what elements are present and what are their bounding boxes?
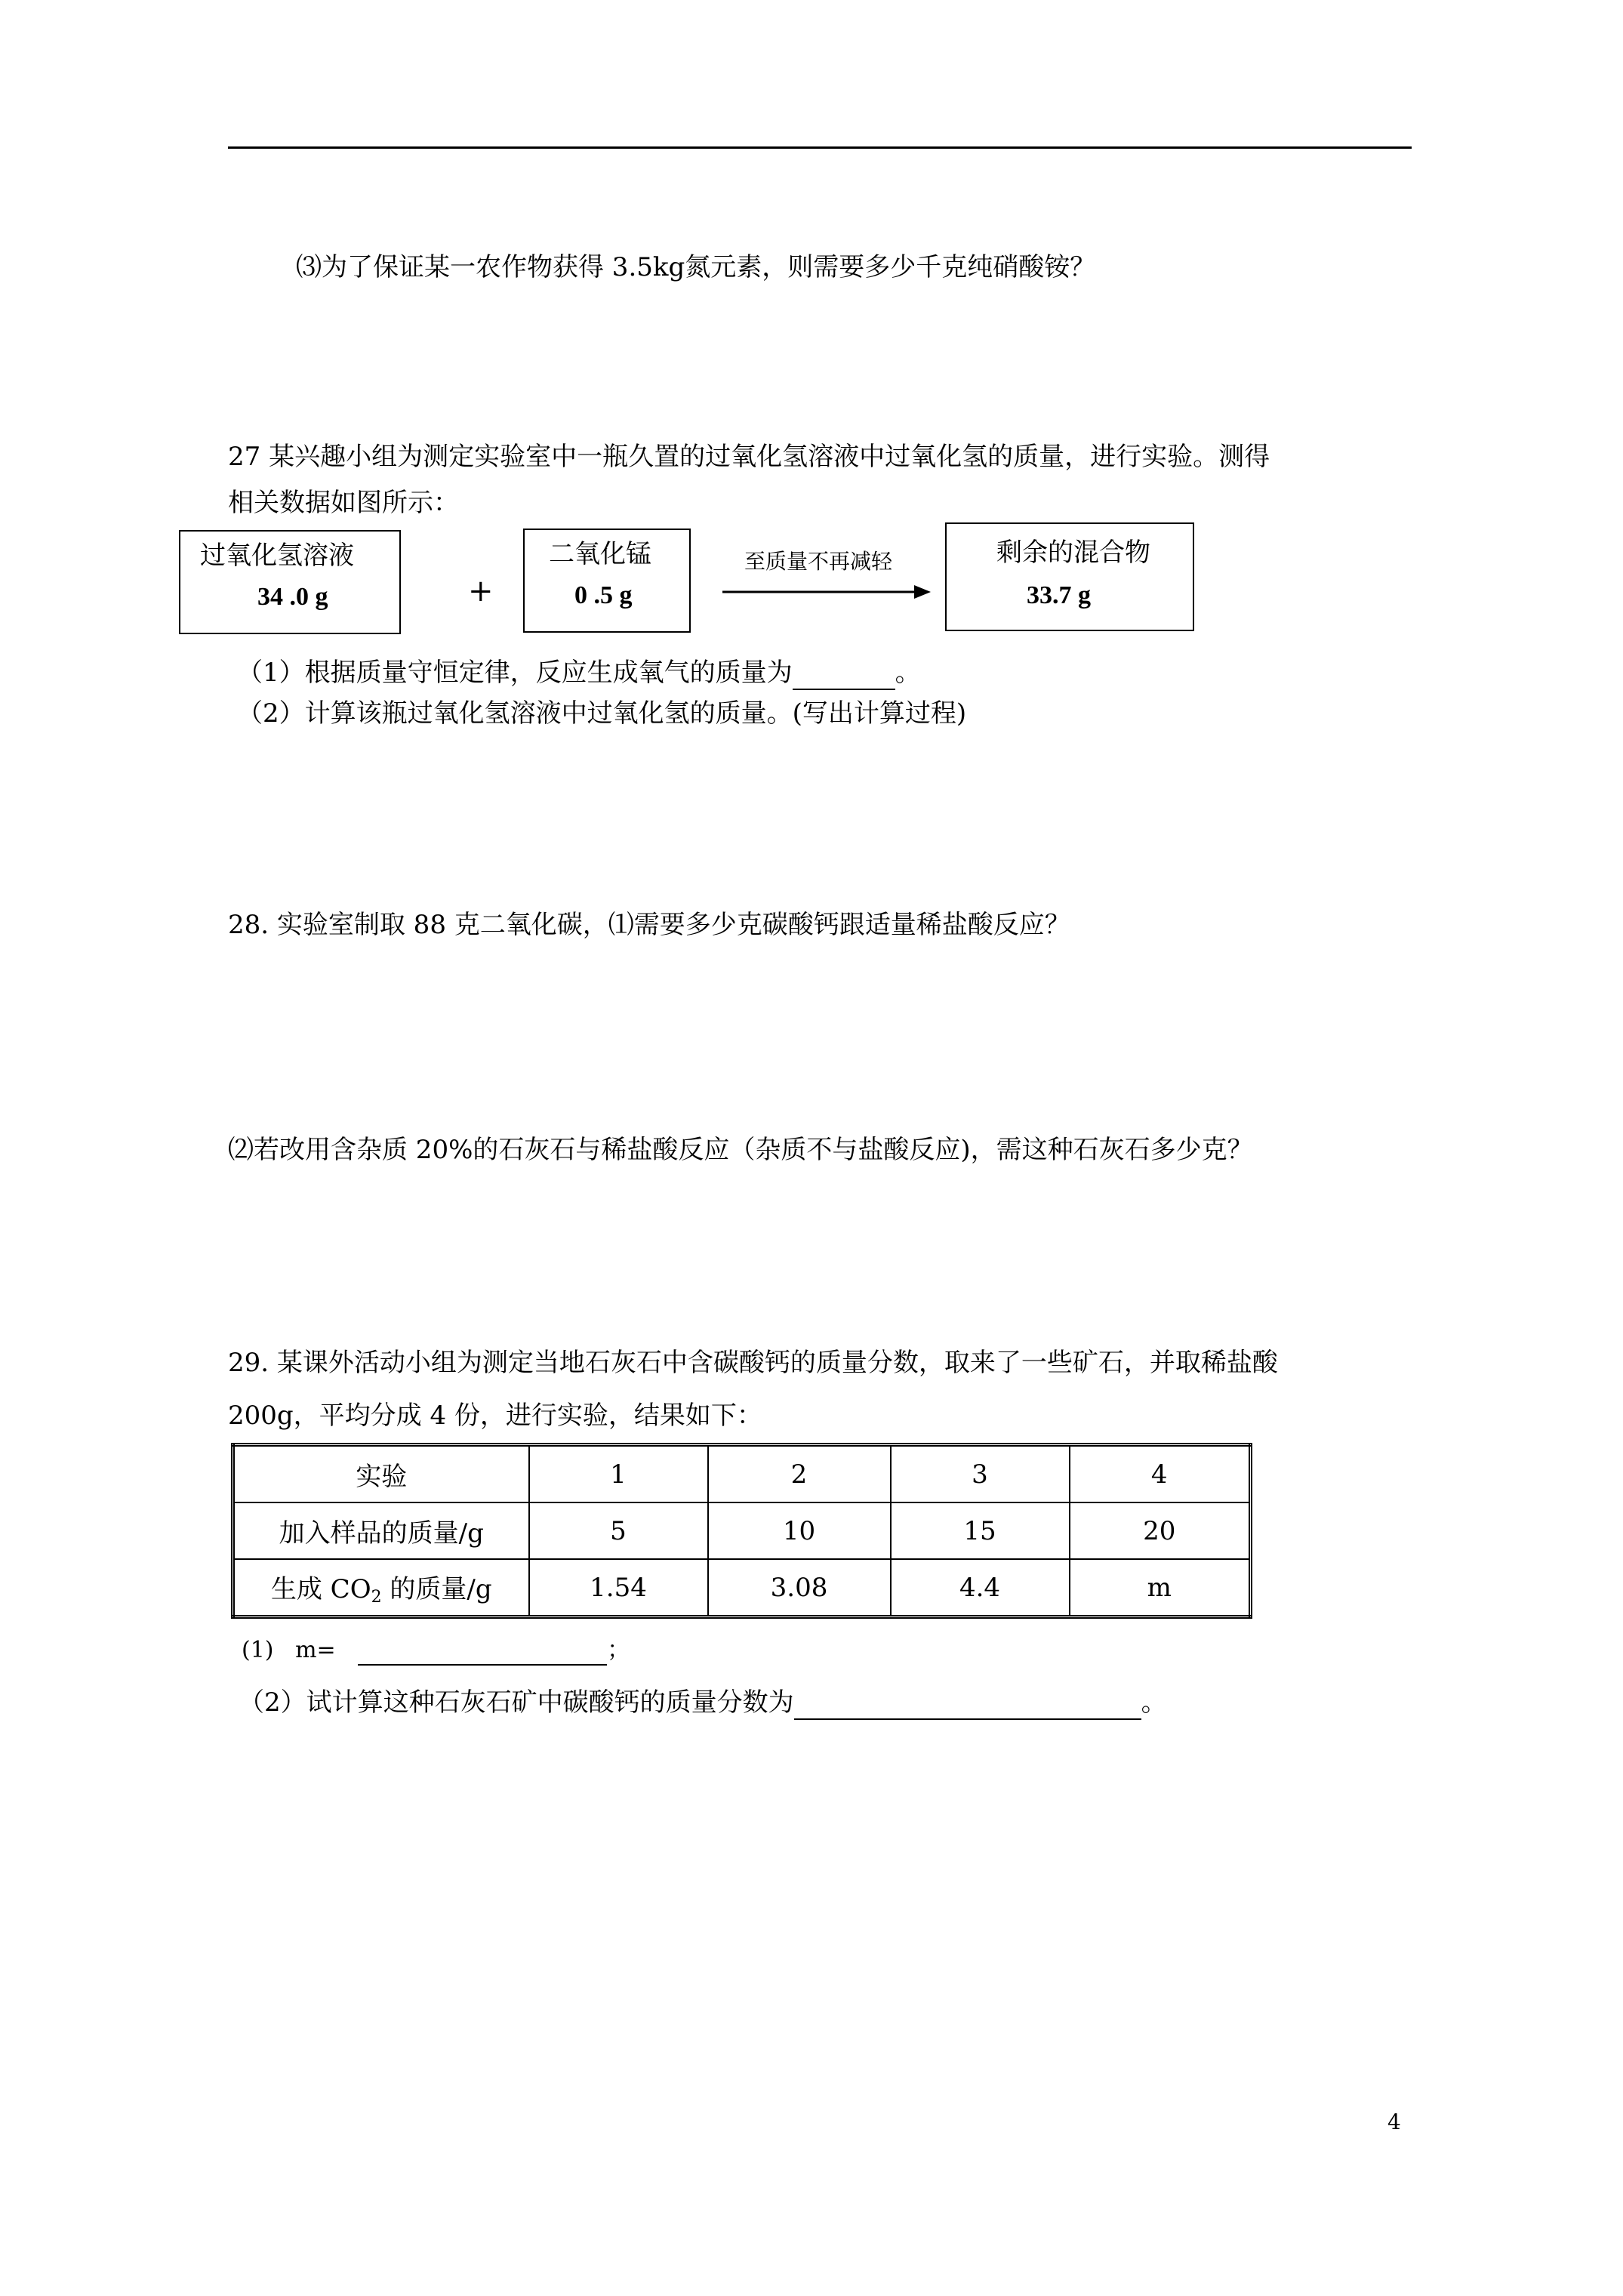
q27-intro-line2: 相关数据如图所示： <box>228 488 459 518</box>
q27-sub1-answer-blank[interactable] <box>793 658 895 690</box>
table-cell: 2 <box>708 1445 891 1503</box>
table-cell: 4 <box>1070 1445 1251 1503</box>
box-remaining-mixture <box>945 522 1194 631</box>
q29-sub2 <box>239 1687 1167 1720</box>
q27-sub1-text: （1）根据质量守恒定律，反应生成氧气的质量为 <box>237 658 793 688</box>
row-header-sample-mass: 加入样品的质量/g <box>233 1502 529 1559</box>
co2-prefix: 生成 CO <box>270 1574 371 1604</box>
co2-subscript: 2 <box>371 1588 382 1607</box>
box2-mass: 0 .5 g <box>574 581 633 609</box>
q29-sub1 <box>242 1637 630 1666</box>
arrow-label: 至质量不再减轻 <box>744 549 893 574</box>
q28-line2: ⑵若改用含杂质 20%的石灰石与稀盐酸反应（杂质不与盐酸反应)，需这种石灰石多少克？ <box>228 1135 1253 1165</box>
q28-line1: 28. 实验室制取 88 克二氧化碳，⑴需要多少克碳酸钙跟适量稀盐酸反应？ <box>228 910 1070 940</box>
q29-sub2-answer-blank[interactable] <box>794 1687 1141 1720</box>
table-row <box>233 1502 1251 1559</box>
q27-sub1-end: 。 <box>895 658 921 688</box>
table-cell: 15 <box>891 1502 1070 1559</box>
table-cell: 5 <box>529 1502 708 1559</box>
box3-name: 剩余的混合物 <box>996 538 1150 568</box>
box-hydrogen-peroxide <box>179 530 401 634</box>
row-header-co2-mass <box>233 1559 529 1617</box>
table-cell: 1 <box>529 1445 708 1503</box>
box1-name: 过氧化氢溶液 <box>200 541 354 571</box>
q26-sub3: ⑶为了保证某一农作物获得 3.5kg氮元素，则需要多少千克纯硝酸铵？ <box>296 252 1096 282</box>
box1-mass: 34 .0 g <box>257 583 328 611</box>
table-row <box>233 1445 1251 1503</box>
q27-sub2: （2）计算该瓶过氧化氢溶液中过氧化氢的质量。(写出计算过程) <box>237 698 967 729</box>
experiment-table <box>231 1443 1252 1619</box>
table-cell: 1.54 <box>529 1559 708 1617</box>
reaction-arrow <box>721 583 932 601</box>
q29-sub1-end: ； <box>607 1637 630 1663</box>
box-manganese-dioxide <box>523 529 691 633</box>
q27-intro-line1: 27 某兴趣小组为测定实验室中一瓶久置的过氧化氢溶液中过氧化氢的质量，进行实验。测得 <box>228 442 1270 472</box>
q29-sub2-end: 。 <box>1141 1687 1167 1718</box>
table-cell: 4.4 <box>891 1559 1070 1617</box>
box3-mass: 33.7 g <box>1027 581 1091 609</box>
box2-name: 二氧化锰 <box>549 539 651 569</box>
table-cell: 10 <box>708 1502 891 1559</box>
q29-intro-line1: 29. 某课外活动小组为测定当地石灰石中含碳酸钙的质量分数，取来了一些矿石，并取稀盐酸 <box>228 1348 1278 1378</box>
table-cell: 3.08 <box>708 1559 891 1617</box>
header-rule <box>228 146 1412 149</box>
q29-m-answer-blank[interactable] <box>358 1637 607 1666</box>
q27-sub1 <box>237 658 921 690</box>
table-cell: 20 <box>1070 1502 1251 1559</box>
q29-sub2-text: （2）试计算这种石灰石矿中碳酸钙的质量分数为 <box>239 1687 794 1718</box>
co2-suffix: 的质量/g <box>381 1574 492 1604</box>
row-header-experiment: 实验 <box>233 1445 529 1503</box>
plus-sign: + <box>468 574 494 609</box>
table-row <box>233 1559 1251 1617</box>
table-cell: 3 <box>891 1445 1070 1503</box>
q29-intro-line2: 200g，平均分成 4 份，进行实验，结果如下： <box>228 1401 762 1431</box>
page-number: 4 <box>1387 2110 1401 2134</box>
table-cell: m <box>1070 1559 1251 1617</box>
q29-sub1-label: (1) m= <box>242 1637 336 1663</box>
